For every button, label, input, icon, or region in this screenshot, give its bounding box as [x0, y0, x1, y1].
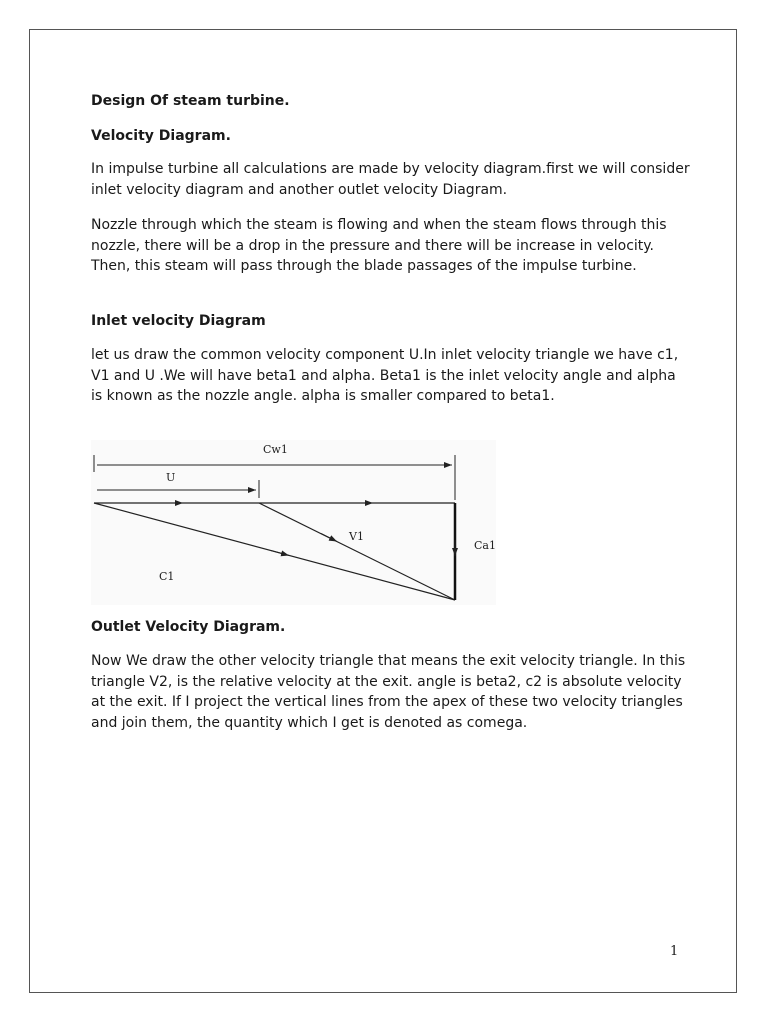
inlet-velocity-diagram [91, 440, 496, 605]
section-heading-inlet-diagram: Inlet velocity Diagram [91, 313, 266, 329]
document-page [29, 29, 737, 993]
paragraph-inlet: let us draw the common velocity component U.In inlet velocity triangle we have c1, V1 and U .We will have beta1 and alpha. Beta1 is the inlet velocity angle and alpha is known as the nozzle angle. alpha is smaller compared to beta1. [91, 347, 679, 404]
page-number: 1 [670, 944, 679, 959]
paragraph-intro: In impulse turbine all calculations are made by velocity diagram.first we will consider inlet velocity diagram and another outlet velocity Diagram. [91, 161, 690, 198]
label-cw1: Cw1 [263, 443, 288, 456]
label-c1: C1 [159, 570, 175, 583]
document-title: Design Of steam turbine. [91, 93, 290, 109]
label-u: U [166, 471, 176, 484]
paragraph-outlet: Now We draw the other velocity triangle that means the exit velocity triangle. In this triangle V2, is the relative velocity at the exit. angle is beta2, c2 is absolute velocity at the exit. If I project the vertical lines from the apex of these two velocity triangles and join them, the quantity which I get is denoted as comega. [91, 653, 686, 731]
label-ca1: Ca1 [474, 539, 496, 552]
paragraph-nozzle: Nozzle through which the steam is flowing and when the steam flows through this nozzle, there will be a drop in the pressure and there will be increase in velocity. Then, this steam will pass through the blade passages of the impulse turbine. [91, 217, 667, 274]
section-heading-outlet-diagram: Outlet Velocity Diagram. [91, 619, 286, 635]
label-v1: V1 [349, 530, 364, 543]
section-heading-velocity-diagram: Velocity Diagram. [91, 128, 231, 144]
